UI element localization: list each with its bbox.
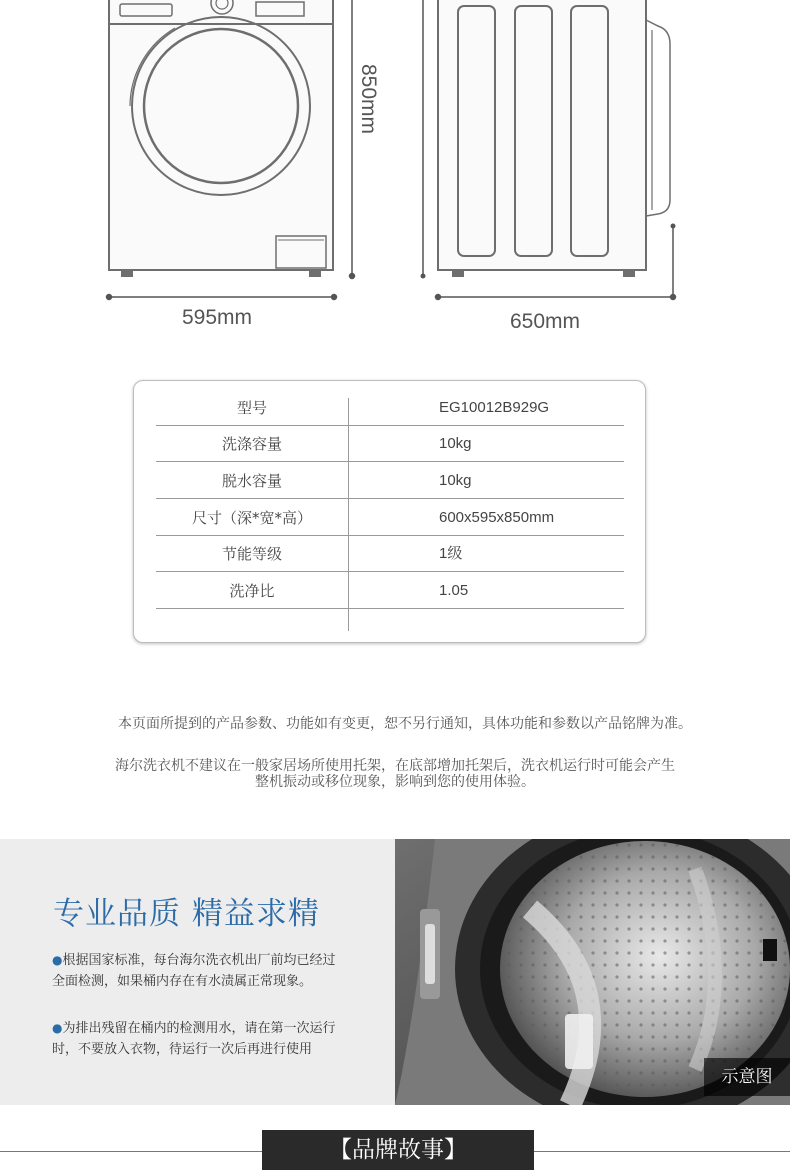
height-dimension-line (350, 0, 355, 279)
quality-point-1 (52, 950, 382, 992)
spec-value: 1级 (439, 545, 463, 562)
quality-title: 专业品质 精益求精 (53, 896, 320, 932)
spec-key: 脱水容量 (221, 472, 282, 490)
spec-value: 10kg (439, 435, 472, 452)
quality-section (0, 839, 790, 1105)
height-label: 850mm (357, 64, 380, 135)
quality-point-2-line2: 时，不要放入衣物，待运行一次后再进行使用 (52, 1042, 313, 1057)
width-label: 595mm (182, 306, 253, 329)
spec-row-energy-grade (156, 536, 624, 572)
spec-value: EG10012B929G (439, 399, 550, 416)
spec-row-model (156, 390, 624, 426)
width-dimension-line (107, 295, 337, 300)
dimension-diagram (0, 0, 790, 340)
bullet-icon: ● (52, 953, 63, 967)
spec-row-wash-capacity (156, 426, 624, 462)
spec-row-spin-capacity (156, 463, 624, 499)
brand-story-header: 【品牌故事】 (262, 1130, 534, 1170)
quality-point-2 (52, 1018, 382, 1060)
spec-key: 洗涤容量 (221, 435, 282, 453)
spec-value: 1.05 (439, 582, 469, 599)
spec-key: 节能等级 (221, 545, 282, 563)
bullet-icon: ● (52, 1021, 63, 1035)
spec-value: 10kg (439, 472, 472, 489)
spec-row-wash-ratio (156, 573, 624, 609)
bracket-warning-line1: 海尔洗衣机不建议在一般家居场所使用托架，在底部增加托架后，洗衣机运行时可能会产生 (115, 758, 675, 774)
depth-label: 650mm (510, 310, 581, 333)
photo-caption: 示意图 (704, 1058, 790, 1096)
bracket-warning-line2: 整机振动或移位现象，影响到您的使用体验。 (255, 774, 535, 790)
quality-point-1-line1: 根据国家标准，每台海尔洗衣机出厂前均已经过 (62, 953, 336, 968)
spec-row-size (156, 500, 624, 536)
quality-point-2-line1: 为排出残留在桶内的检测用水，请在第一次运行 (62, 1021, 336, 1036)
spec-key: 洗净比 (229, 582, 275, 600)
depth-dimension-line (436, 295, 676, 300)
spec-key: 尺寸（深*宽*高） (191, 509, 312, 527)
side-view-drawing (421, 0, 676, 297)
spec-key: 型号 (236, 399, 267, 417)
front-view-drawing (109, 0, 333, 276)
quality-point-1-line2: 全面检测，如果桶内存在有水渍属正常现象。 (52, 974, 313, 989)
spec-value: 600x595x850mm (439, 509, 555, 526)
disclaimer-note: 本页面所提到的产品参数、功能如有变更，恕不另行通知，具体功能和参数以产品铭牌为准。 (118, 716, 692, 732)
